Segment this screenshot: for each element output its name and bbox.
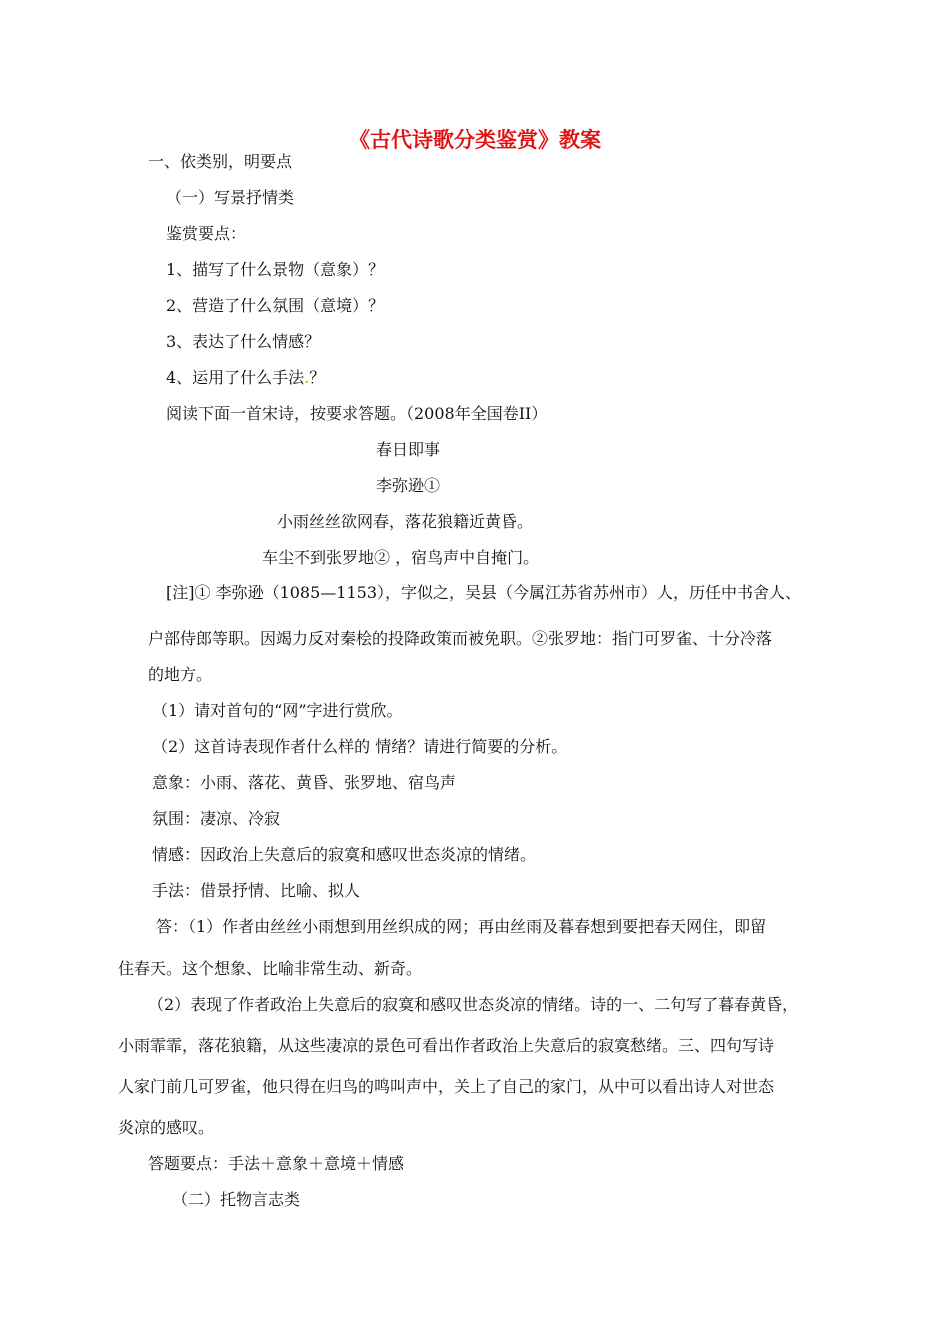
poem-title: 春日即事 — [376, 440, 441, 459]
answer-key-points: 答题要点：手法＋意象＋意境＋情感 — [148, 1154, 405, 1173]
answer-line: 人家门前几可罗雀，他只得在归鸟的鸣叫声中，关上了自己的家门，从中可以看出诗人对世态 — [118, 1077, 775, 1096]
point-4-end: ？ — [309, 368, 326, 387]
analysis-emotion: 情感：因政治上失意后的寂寞和感叹世态炎凉的情绪。 — [152, 845, 537, 864]
answer-line: （2）表现了作者政治上失意后的寂寞和感叹世态炎凉的情绪。诗的一、二句写了暮春黄昏， — [148, 995, 799, 1014]
answer-line: 小雨霏霏，落花狼籍，从这些凄凉的景色可看出作者政治上失意后的寂寞愁绪。三、四句写诗 — [118, 1036, 775, 1055]
answer-line: 答：（1）作者由丝丝小雨想到用丝织成的网；再由丝雨及暮春想到要把春天网住，即留 — [156, 917, 767, 936]
answer-line: 炎凉的感叹。 — [118, 1118, 215, 1137]
poem-line: 小雨丝丝欲网春，落花狼籍近黄昏。 — [277, 512, 534, 531]
poem-line: 车尘不到张罗地② ，宿鸟声中自掩门。 — [262, 548, 540, 567]
answer-line: 住春天。这个想象、比喻非常生动、新奇。 — [118, 959, 423, 978]
edit-mark-icon: . — [304, 368, 310, 387]
analysis-atmosphere: 氛围：凄凉、冷寂 — [152, 809, 281, 828]
point-1: 1、描写了什么景物（意象）？ — [166, 260, 385, 279]
analysis-imagery: 意象：小雨、落花、黄昏、张罗地、宿鸟声 — [152, 773, 457, 792]
point-2: 2、营造了什么氛围（意境）？ — [166, 296, 385, 315]
subsection-heading: （二）托物言志类 — [172, 1190, 301, 1209]
analysis-technique: 手法：借景抒情、比喻、拟人 — [152, 881, 361, 900]
point-4 — [166, 368, 325, 388]
question-intro: 阅读下面一首宋诗，按要求答题。（2008年全国卷II） — [166, 404, 548, 423]
note-line: 户部侍郎等职。因竭力反对秦桧的投降政策而被免职。②张罗地：指门可罗雀、十分冷落 — [148, 629, 773, 648]
point-3: 3、表达了什么情感？ — [166, 332, 321, 351]
text-line: 鉴赏要点： — [166, 224, 247, 243]
note-line: 的地方。 — [148, 665, 213, 684]
document-title: 《古代诗歌分类鉴赏》教案 — [349, 128, 601, 152]
section-heading: 一、依类别，明要点 — [148, 152, 293, 171]
question-2: （2）这首诗表现作者什么样的 情绪？请进行简要的分析。 — [152, 737, 568, 756]
subsection-heading: （一）写景抒情类 — [166, 188, 295, 207]
poem-author: 李弥逊① — [376, 476, 441, 495]
question-1: （1）请对首句的“网”字进行赏欣。 — [152, 701, 403, 720]
point-4-text: 4、运用了什么手法 — [166, 368, 305, 387]
note-line: [注]① 李弥逊（1085—1153），字似之，吴县（今属江苏省苏州市）人，历任中书舍人、 — [166, 583, 802, 602]
